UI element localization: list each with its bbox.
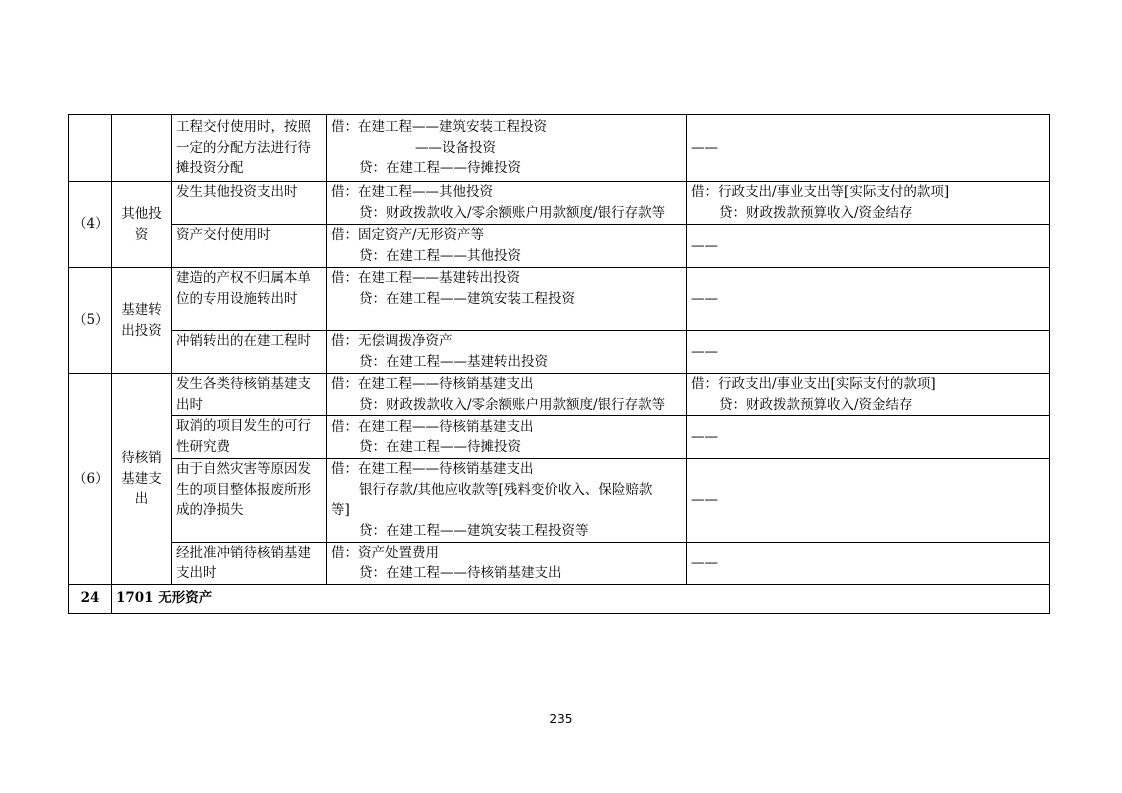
name-cell: 其他投资 [112, 182, 172, 268]
condition-text: 资产交付使用时 [176, 227, 271, 243]
financial-entry-cell [327, 268, 687, 331]
financial-entry-cell [327, 374, 687, 416]
table-row [69, 374, 1050, 416]
entry-line: 贷：财政拨款收入/零余额账户用款额度/银行存款等 [359, 396, 666, 413]
page-number: 235 [549, 712, 573, 726]
financial-entry-cell [327, 115, 687, 182]
entry-line: 借：在建工程——待核销基建支出 [331, 461, 534, 478]
condition-cell [172, 115, 327, 182]
financial-entry-cell [327, 182, 687, 225]
num-cell: （4） [69, 182, 112, 268]
dash-placeholder: —— [691, 139, 718, 156]
table-row [69, 115, 1050, 182]
budget-entry-cell [687, 225, 1050, 268]
financial-entry-cell [327, 542, 687, 584]
entry-line: 贷：在建工程——待核销基建支出 [359, 565, 562, 582]
condition-cell [172, 331, 327, 374]
condition-text: 发生其他投资支出时 [176, 184, 298, 200]
condition-text: 发生各类待核销基建支出时 [176, 376, 311, 413]
entry-line: 等] [331, 502, 350, 519]
condition-text: 建造的产权不归属本单位的专用设施转出时 [176, 270, 311, 307]
dash-placeholder: —— [691, 428, 718, 445]
condition-text: 由于自然灾害等原因发生的项目整体报废所形成的净损失 [176, 461, 311, 519]
condition-cell [172, 542, 327, 584]
table-row [69, 331, 1050, 374]
name-cell: 基建转出投资 [112, 268, 172, 374]
condition-cell [172, 374, 327, 416]
entry-line: 借：无偿调拨净资产 [331, 333, 453, 350]
table-row [69, 268, 1050, 331]
name-cell: 待核销基建支出 [112, 374, 172, 585]
budget-entry-cell [687, 182, 1050, 225]
entry-line: 银行存款/其他应收款等[残料变价收入、保险赔款 [359, 481, 653, 498]
table-row [69, 416, 1050, 459]
dash-placeholder: —— [691, 290, 718, 307]
dash-placeholder: —— [691, 343, 718, 360]
condition-text: 取消的项目发生的可行性研究费 [176, 418, 311, 455]
condition-cell [172, 459, 327, 542]
table-row [69, 584, 1050, 613]
entry-line: 贷：在建工程——待摊投资 [359, 160, 521, 177]
entry-line: 借：行政支出/事业支出[实际支付的款项] [691, 376, 936, 392]
entry-line: 借：在建工程——建筑安装工程投资 [331, 119, 547, 136]
entry-line: 借：在建工程——待核销基建支出 [331, 376, 534, 392]
budget-entry-cell [687, 115, 1050, 182]
accounting-table [68, 114, 1050, 614]
table-row [69, 459, 1050, 542]
financial-entry-cell [327, 416, 687, 459]
entry-line: 贷：在建工程——基建转出投资 [359, 354, 548, 370]
budget-entry-cell [687, 268, 1050, 331]
entry-line: 借：资产处置费用 [331, 544, 439, 561]
entry-line: 借：固定资产/无形资产等 [331, 227, 485, 244]
dash-placeholder: —— [691, 554, 718, 571]
entry-line: 借：在建工程——待核销基建支出 [331, 418, 534, 435]
condition-cell [172, 268, 327, 331]
condition-text: 工程交付使用时，按照一定的分配方法进行待摊投资分配 [176, 119, 311, 177]
budget-entry-cell [687, 542, 1050, 584]
budget-entry-cell [687, 331, 1050, 374]
name-cell [112, 115, 172, 182]
table-row [69, 225, 1050, 268]
entry-line: 贷：在建工程——待摊投资 [359, 439, 521, 456]
num-cell: 24 [69, 584, 112, 613]
entry-line: 贷：财政拨款预算收入/资金结存 [719, 205, 913, 221]
condition-cell [172, 182, 327, 225]
num-cell: （5） [69, 268, 112, 374]
table-row [69, 542, 1050, 584]
budget-entry-cell [687, 416, 1050, 459]
account-title-cell: 1701 无形资产 [112, 584, 1050, 613]
dash-placeholder: —— [691, 492, 718, 509]
entry-line: 借：在建工程——其他投资 [331, 184, 493, 201]
financial-entry-cell [327, 225, 687, 268]
condition-cell [172, 416, 327, 459]
num-cell [69, 115, 112, 182]
budget-entry-cell [687, 374, 1050, 416]
entry-line: ——设备投资 [415, 139, 496, 156]
condition-cell [172, 225, 327, 268]
entry-line: 贷：财政拨款预算收入/资金结存 [719, 396, 913, 413]
financial-entry-cell [327, 459, 687, 542]
table-row [69, 182, 1050, 225]
entry-line: 借：在建工程——基建转出投资 [331, 270, 520, 286]
num-cell: （6） [69, 374, 112, 585]
financial-entry-cell [327, 331, 687, 374]
entry-line: 贷：在建工程——建筑安装工程投资 [359, 290, 575, 307]
dash-placeholder: —— [691, 237, 718, 254]
condition-text: 冲销转出的在建工程时 [176, 333, 311, 349]
entry-line: 借：行政支出/事业支出等[实际支付的款项] [691, 184, 950, 201]
entry-line: 贷：在建工程——其他投资 [359, 248, 521, 264]
entry-line: 贷：财政拨款收入/零余额账户用款额度/银行存款等 [359, 205, 666, 221]
condition-text: 经批准冲销待核销基建支出时 [176, 544, 311, 582]
entry-line: 贷：在建工程——建筑安装工程投资等 [359, 522, 589, 539]
budget-entry-cell [687, 459, 1050, 542]
